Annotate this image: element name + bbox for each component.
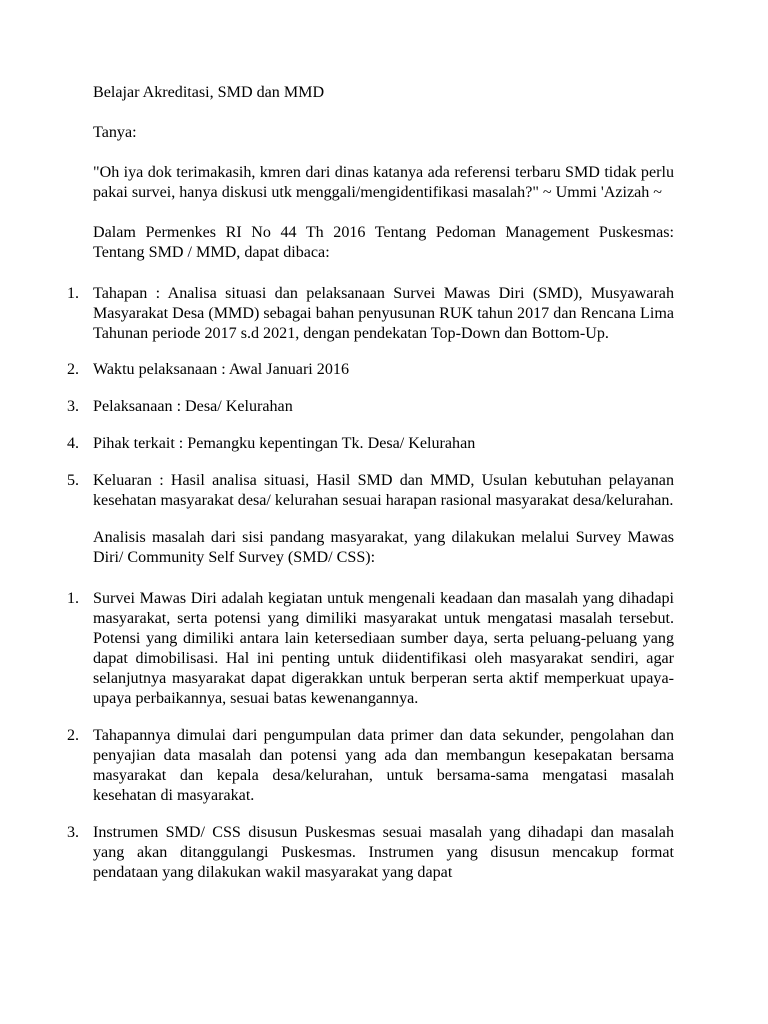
list-number: 2. <box>67 361 80 378</box>
doc-title: Belajar Akreditasi, SMD dan MMD <box>93 84 325 101</box>
list-number: 1. <box>67 285 80 302</box>
list-number: 3. <box>67 398 80 415</box>
list-text: Tahapan : Analisa situasi dan pelaksanaan Survei Mawas Diri (SMD), Musyawarah Masyarakat Desa (MMD) sebagai bahan penyusunan RUK tahun 2017 dan Rencana Lima Tahunan periode 2017 s.d 2021, dengan pendekatan Top-Down dan Bottom-Up. <box>93 285 674 342</box>
list-text: Keluaran : Hasil analisa situasi, Hasil SMD dan MMD, Usulan kebutuhan pelayanan kesehatan masyarakat desa/ kelurahan sesuai harapan rasional masyarakat desa/kelurahan. <box>93 472 674 509</box>
list-text: Pelaksanaan : Desa/ Kelurahan <box>93 398 293 415</box>
analysis-paragraph: Analisis masalah dari sisi pandang masyarakat, yang dilakukan melalui Survey Mawas Diri/ Community Self Survey (SMD/ CSS): <box>93 529 674 566</box>
list-number: 1. <box>67 590 80 607</box>
list-text: Survei Mawas Diri adalah kegiatan untuk mengenali keadaan dan masalah yang dihadapi masyarakat, serta potensi yang dimiliki masyarakat untuk mengatasi masalah tersebut. Potensi yang dimiliki antara lain ketersediaan sumber daya, serta peluang-peluang yang dapat dimobilisasi. Hal ini penting untuk diidentifikasi oleh masyarakat sendiri, agar selanjutnya masyarakat dapat digerakkan untuk berperan serta aktif memperkuat upaya-upaya perbaikannya, sesuai batas kewenangannya. <box>93 590 674 707</box>
list-item <box>67 823 674 883</box>
list-item <box>67 360 674 380</box>
list-item <box>67 434 674 454</box>
list-number: 3. <box>67 824 80 841</box>
question-label: Tanya: <box>93 124 137 141</box>
list-item <box>67 589 674 709</box>
stages-list <box>67 284 674 511</box>
question-quote: "Oh iya dok terimakasih, kmren dari dinas katanya ada referensi terbaru SMD tidak perlu pakai survei, hanya diskusi utk menggali/mengidentifikasi masalah?" ~ Ummi 'Azizah ~ <box>93 164 674 201</box>
list-item <box>67 397 674 417</box>
list-text: Pihak terkait : Pemangku kepentingan Tk. Desa/ Kelurahan <box>93 435 476 452</box>
list-number: 2. <box>67 727 80 744</box>
list-text: Tahapannya dimulai dari pengumpulan data primer dan data sekunder, pengolahan dan penyajian data masalah dan potensi yang ada dan membangun kesepakatan bersama masyarakat dan kepala desa/kelurahan, untuk bersama-sama mengatasi masalah kesehatan di masyarakat. <box>93 727 674 804</box>
intro-paragraph: Dalam Permenkes RI No 44 Th 2016 Tentang Pedoman Management Puskesmas: Tentang SMD / MMD, dapat dibaca: <box>93 224 674 261</box>
list-number: 4. <box>67 435 80 452</box>
list-item <box>67 284 674 344</box>
list-text: Waktu pelaksanaan : Awal Januari 2016 <box>93 361 349 378</box>
list-text: Instrumen SMD/ CSS disusun Puskesmas sesuai masalah yang dihadapi dan masalah yang akan ditanggulangi Puskesmas. Instrumen yang disusun mencakup format pendataan yang dilakukan wakil masyarakat yang dapat <box>93 824 674 881</box>
list-item <box>67 471 674 511</box>
smd-css-list <box>67 589 674 883</box>
list-number: 5. <box>67 472 80 489</box>
list-item <box>67 726 674 806</box>
